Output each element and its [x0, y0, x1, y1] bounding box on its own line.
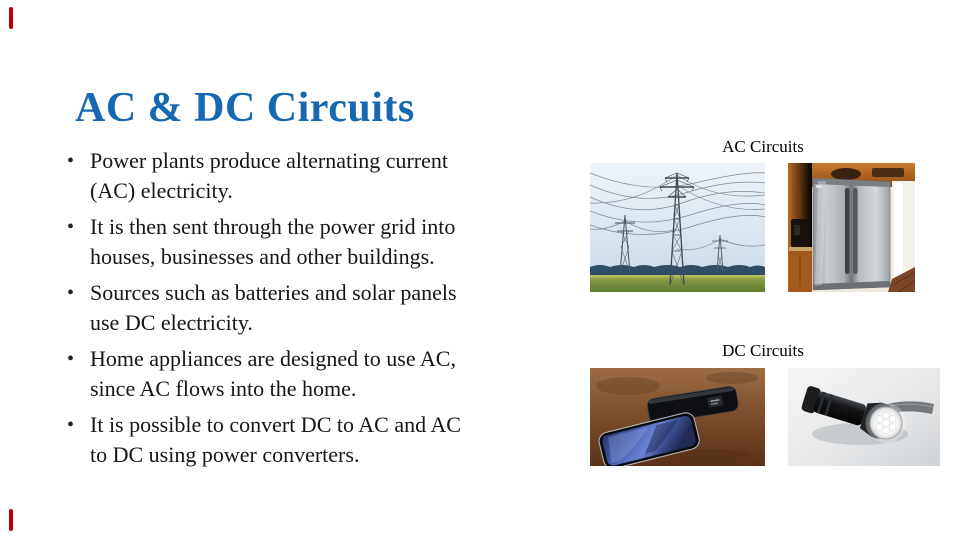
list-item	[67, 410, 552, 470]
refrigerator-illustration	[788, 163, 915, 292]
bullet-line: to DC using power converters.	[90, 442, 360, 467]
smartphones-illustration	[590, 368, 765, 466]
items-on-fridge	[831, 168, 861, 180]
red-border-mark-bottom	[9, 509, 13, 531]
bullet-line: use DC electricity.	[90, 310, 253, 335]
grass-field	[590, 275, 765, 292]
red-border-mark-top	[9, 7, 13, 29]
bullet-line: (AC) electricity.	[90, 178, 233, 203]
list-item	[67, 278, 552, 338]
bullet-marker: •	[67, 282, 75, 304]
bullet-line: houses, businesses and other buildings.	[90, 244, 435, 269]
bullet-line: Home appliances are designed to use AC,	[90, 346, 456, 371]
smartphones-image	[590, 368, 765, 466]
list-item	[67, 344, 552, 404]
led-glow	[866, 403, 906, 443]
refrigerator-image	[788, 163, 915, 292]
bullet-marker: •	[67, 414, 75, 436]
bullet-line: It is possible to convert DC to AC and AC	[90, 412, 461, 437]
dc-circuits-label: DC Circuits	[722, 341, 804, 360]
fridge-door-handle-right	[853, 188, 858, 274]
flashlight-image	[788, 368, 940, 466]
bullet-marker: •	[67, 348, 75, 370]
bullet-line: Power plants produce alternating current	[90, 148, 448, 173]
bullet-marker: •	[67, 216, 75, 238]
list-item	[67, 212, 552, 272]
bullet-line: It is then sent through the power grid into	[90, 214, 456, 239]
countertop	[789, 247, 812, 251]
fridge-door-handle-left	[845, 188, 850, 274]
field-highlight	[590, 275, 765, 278]
bullet-line: since AC flows into the home.	[90, 376, 357, 401]
bullet-list	[67, 146, 552, 476]
ac-circuits-label: AC Circuits	[722, 137, 804, 156]
tray-on-fridge	[872, 168, 904, 177]
power-transmission-lines-image	[590, 163, 765, 292]
bullet-line: Sources such as batteries and solar panels	[90, 280, 457, 305]
list-item	[67, 146, 552, 206]
wall-column	[894, 183, 903, 285]
slide-title: AC & DC Circuits	[75, 85, 415, 132]
flashlight-illustration	[788, 368, 940, 466]
power-lines-illustration	[590, 163, 765, 292]
bullet-marker: •	[67, 150, 75, 172]
